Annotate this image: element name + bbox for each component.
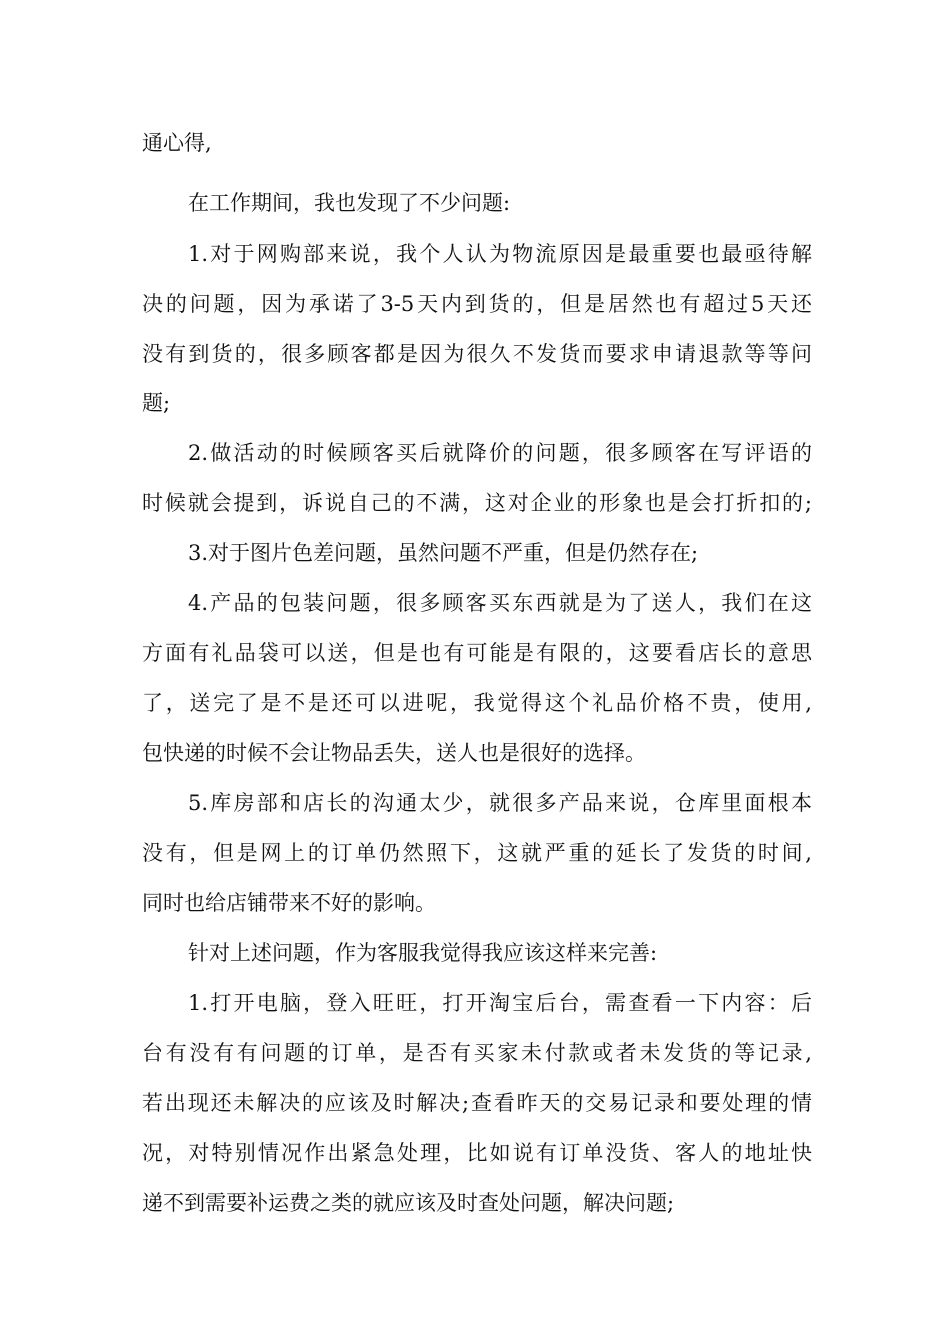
paragraph-line: 5.库房部和店长的沟通太少，就很多产品来说，仓库里面根本	[188, 791, 812, 815]
paragraph-line: 1.对于网购部来说，我个人认为物流原因是最重要也最亟待解	[188, 242, 812, 266]
paragraph-line: 针对上述问题，作为客服我觉得我应该这样来完善:	[188, 941, 658, 965]
paragraph-line: 没有到货的，很多顾客都是因为很久不发货而要求申请退款等等问	[142, 342, 812, 366]
paragraph-line: 1.打开电脑，登入旺旺，打开淘宝后台，需查看一下内容：后	[188, 991, 812, 1015]
paragraph-line: 包快递的时候不会让物品丢失，送人也是很好的选择。	[142, 741, 646, 765]
paragraph-line: 4.产品的包装问题，很多顾客买东西就是为了送人，我们在这	[188, 591, 812, 615]
paragraph-line: 3.对于图片色差问题，虽然问题不严重，但是仍然存在;	[188, 541, 699, 565]
paragraph-line: 台有没有有问题的订单，是否有买家未付款或者未发货的等记录,	[142, 1041, 812, 1065]
paragraph-line: 2.做活动的时候顾客买后就降价的问题，很多顾客在写评语的	[188, 441, 812, 465]
paragraph-line: 时候就会提到，诉说自己的不满，这对企业的形象也是会打折扣的;	[142, 491, 812, 515]
paragraph-line: 同时也给店铺带来不好的影响。	[142, 891, 436, 915]
paragraph-line: 在工作期间，我也发现了不少问题:	[188, 191, 511, 215]
paragraph-line: 题;	[142, 391, 171, 415]
paragraph-line: 了，送完了是不是还可以进呢，我觉得这个礼品价格不贵，使用,	[142, 691, 812, 715]
paragraph-line: 若出现还未解决的应该及时解决;查看昨天的交易记录和要处理的情	[142, 1091, 812, 1115]
paragraph-line: 递不到需要补运费之类的就应该及时查处问题，解决问题;	[142, 1191, 675, 1215]
paragraph-line: 况，对特别情况作出紧急处理，比如说有订单没货、客人的地址快	[142, 1141, 812, 1165]
paragraph-line: 决的问题，因为承诺了3-5天内到货的，但是居然也有超过5天还	[142, 292, 812, 316]
paragraph-line: 通心得,	[142, 131, 212, 155]
paragraph-line: 方面有礼品袋可以送，但是也有可能是有限的，这要看店长的意思	[142, 641, 812, 665]
paragraph-line: 没有，但是网上的订单仍然照下，这就严重的延长了发货的时间,	[142, 841, 812, 865]
